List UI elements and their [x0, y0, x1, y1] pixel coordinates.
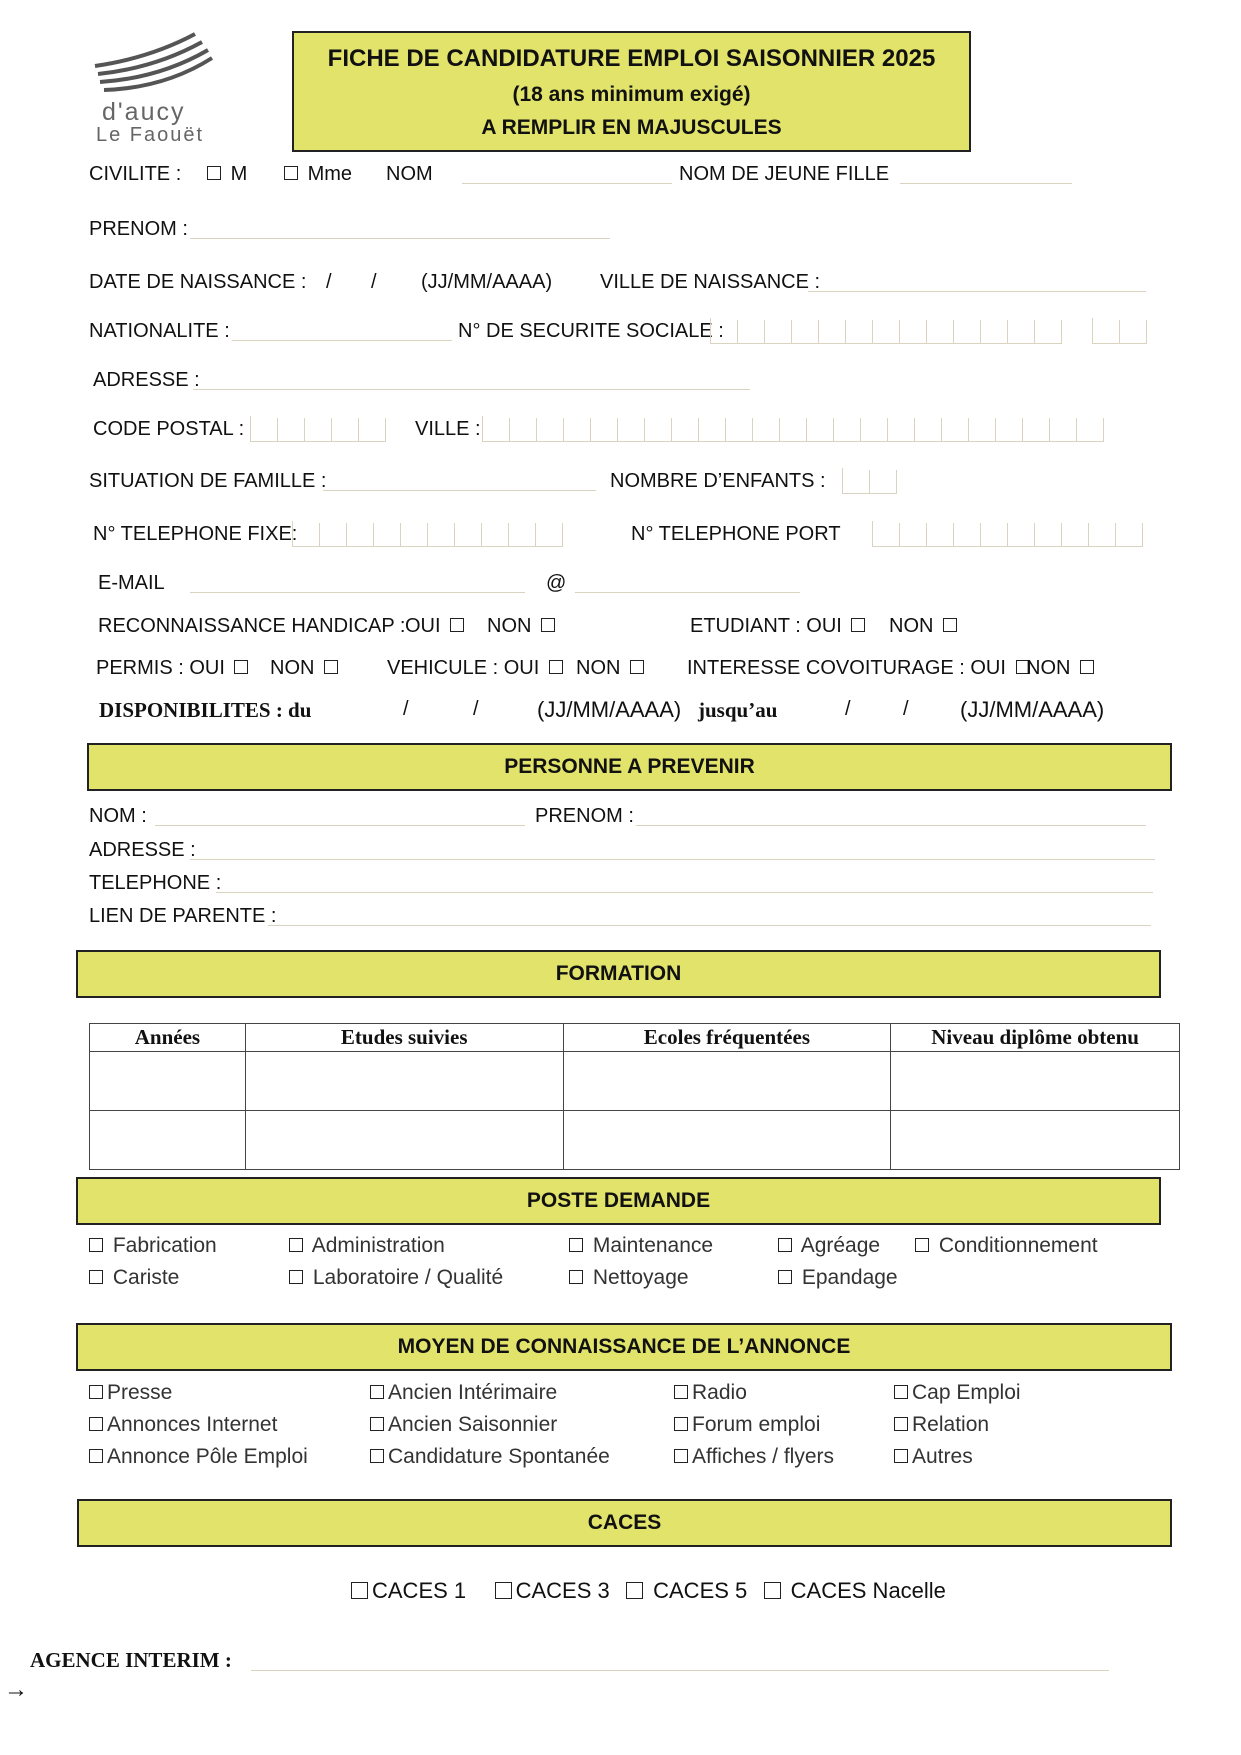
contact-nom-label: NOM : — [89, 805, 147, 827]
option-label: Epandage — [801, 1266, 898, 1289]
enfants-field[interactable] — [842, 468, 897, 494]
checkbox-icon[interactable] — [778, 1238, 792, 1252]
poste-option-agreage[interactable] — [774, 1234, 880, 1258]
tel-fixe-field[interactable] — [292, 521, 563, 547]
checkbox-icon[interactable] — [289, 1270, 303, 1284]
checkbox-icon[interactable] — [674, 1417, 688, 1431]
column-header-etudes: Etudes suivies — [245, 1024, 563, 1052]
option-label: Annonce Pôle Emploi — [107, 1445, 308, 1468]
poste-option-fabrication[interactable] — [85, 1234, 217, 1258]
checkbox-icon[interactable] — [674, 1449, 688, 1463]
column-header-annees: Années — [90, 1024, 246, 1052]
permis-oui-option[interactable] — [96, 657, 252, 680]
checkbox-icon[interactable] — [549, 660, 563, 674]
poste-option-cariste[interactable] — [85, 1266, 179, 1290]
form-subtitle-age: (18 ans minimum exigé) — [512, 83, 751, 106]
poste-option-conditionnement[interactable] — [911, 1234, 1098, 1258]
ville-naissance-field[interactable] — [808, 291, 1146, 292]
handicap-label: RECONNAISSANCE HANDICAP : — [98, 615, 406, 637]
option-label: Administration — [311, 1234, 445, 1257]
etudiant-non-label: NON — [889, 615, 934, 637]
agence-label: AGENCE INTERIM : — [30, 1648, 232, 1672]
date-slash-1: / — [326, 271, 332, 293]
checkbox-icon[interactable] — [89, 1238, 103, 1252]
table-row — [90, 1052, 1180, 1111]
tel-port-label: N° TELEPHONE PORT — [631, 523, 841, 545]
option-label: Nettoyage — [592, 1266, 689, 1289]
nationalite-label: NATIONALITE : — [89, 320, 230, 342]
email-user-field[interactable] — [190, 592, 525, 593]
dispo-to-slash-1: / — [845, 698, 851, 720]
column-header-ecoles: Ecoles fréquentées — [563, 1024, 891, 1052]
checkbox-icon[interactable] — [89, 1449, 103, 1463]
contact-prenom-label: PRENOM : — [535, 805, 634, 827]
contact-lien-label: LIEN DE PARENTE : — [89, 905, 277, 927]
option-label: CACES Nacelle — [790, 1578, 946, 1603]
contact-section-header: PERSONNE A PREVENIR — [87, 743, 1172, 791]
option-label: CACES 1 — [372, 1578, 467, 1603]
covoiturage-label: INTERESSE COVOITURAGE : OUI — [687, 657, 1006, 679]
poste-option-laboratoire[interactable] — [285, 1266, 503, 1290]
table-cell-input[interactable] — [891, 1052, 1180, 1111]
annonce-option-ancien-interimaire[interactable] — [366, 1381, 557, 1405]
poste-option-administration[interactable] — [285, 1234, 445, 1258]
option-label: Conditionnement — [938, 1234, 1098, 1257]
contact-prenom-field[interactable] — [636, 825, 1146, 826]
annonce-option-ancien-saisonnier[interactable] — [366, 1413, 557, 1437]
option-label: Annonces Internet — [107, 1413, 278, 1436]
table-cell-input[interactable] — [891, 1111, 1180, 1170]
annonce-option-spontanee[interactable] — [366, 1445, 610, 1469]
dispo-label: DISPONIBILITES : du — [99, 698, 312, 722]
vehicule-non-label: NON — [576, 657, 621, 679]
date-naissance-label: DATE DE NAISSANCE : — [89, 271, 307, 293]
covoiturage-non-option[interactable] — [1026, 657, 1098, 680]
date-format-hint: (JJ/MM/AAAA) — [421, 271, 553, 293]
agence-field[interactable] — [251, 1670, 1109, 1671]
nom-jeune-fille-label: NOM DE JEUNE FILLE — [679, 163, 890, 185]
table-cell-input[interactable] — [245, 1052, 563, 1111]
caces-options — [347, 1578, 946, 1604]
email-domain-field[interactable] — [575, 592, 800, 593]
checkbox-icon[interactable] — [541, 618, 555, 632]
tel-fixe-label: N° TELEPHONE FIXE: — [93, 523, 298, 545]
annonce-option-autres[interactable] — [890, 1445, 973, 1469]
checkbox-icon[interactable] — [324, 660, 338, 674]
civilite-m-option[interactable] — [203, 163, 247, 186]
ville-naissance-label: VILLE DE NAISSANCE : — [600, 271, 821, 293]
civilite-mme-label: Mme — [307, 163, 353, 185]
covoiturage-oui-option[interactable] — [687, 657, 1034, 680]
permis-non-label: NON — [270, 657, 315, 679]
dispo-from-format: (JJ/MM/AAAA) — [537, 697, 682, 722]
logo-place: Le Faouët — [96, 124, 205, 146]
situation-field[interactable] — [323, 490, 596, 491]
checkbox-icon[interactable] — [630, 660, 644, 674]
checkbox-icon[interactable] — [569, 1270, 583, 1284]
option-label: Agréage — [800, 1234, 881, 1257]
checkbox-icon[interactable] — [234, 660, 248, 674]
option-label: Candidature Spontanée — [388, 1445, 610, 1468]
option-label: Forum emploi — [692, 1413, 821, 1436]
option-label: Ancien Intérimaire — [388, 1381, 558, 1404]
option-label: Fabrication — [112, 1234, 217, 1257]
dispo-to-slash-2: / — [903, 698, 909, 720]
checkbox-icon[interactable] — [284, 166, 298, 180]
option-label: Cap Emploi — [912, 1381, 1021, 1404]
date-slash-2: / — [371, 271, 377, 293]
option-label: Radio — [692, 1381, 747, 1404]
table-cell-input[interactable] — [563, 1052, 891, 1111]
caces-option-3[interactable] — [491, 1578, 610, 1603]
handicap-oui-option[interactable] — [405, 615, 468, 638]
annonce-option-presse[interactable] — [85, 1381, 172, 1405]
option-label: CACES 5 — [653, 1578, 748, 1603]
option-label: Affiches / flyers — [692, 1445, 834, 1468]
handicap-oui-label: OUI — [405, 615, 441, 637]
table-cell-input[interactable] — [90, 1111, 246, 1170]
nom-field[interactable] — [462, 183, 672, 184]
checkbox-icon[interactable] — [626, 1582, 643, 1599]
enfants-label: NOMBRE D’ENFANTS : — [610, 470, 826, 492]
secu-label: N° DE SECURITE SOCIALE : — [458, 320, 724, 342]
option-label: CACES 3 — [515, 1578, 610, 1603]
annonce-section-header: MOYEN DE CONNAISSANCE DE L’ANNONCE — [76, 1323, 1172, 1371]
poste-option-maintenance[interactable] — [565, 1234, 713, 1258]
table-cell-input[interactable] — [90, 1052, 246, 1111]
logo-swoosh-icon — [90, 28, 220, 98]
table-header-row — [90, 1024, 1180, 1052]
etudiant-oui-option[interactable] — [690, 615, 869, 638]
dispo-from-slash-1: / — [403, 698, 409, 720]
checkbox-icon[interactable] — [495, 1582, 512, 1599]
checkbox-icon[interactable] — [89, 1417, 103, 1431]
contact-adresse-field[interactable] — [190, 859, 1155, 860]
situation-label: SITUATION DE FAMILLE : — [89, 470, 327, 492]
caces-option-5[interactable] — [622, 1578, 747, 1603]
form-title-box — [292, 31, 971, 152]
secu-field[interactable] — [710, 318, 1062, 344]
contact-telephone-label: TELEPHONE : — [89, 872, 222, 894]
checkbox-icon[interactable] — [851, 618, 865, 632]
prenom-label: PRENOM : — [89, 218, 188, 240]
vehicule-oui-option[interactable] — [387, 657, 567, 680]
etudiant-non-option[interactable] — [889, 615, 961, 638]
checkbox-icon[interactable] — [370, 1449, 384, 1463]
code-postal-field[interactable] — [250, 416, 386, 442]
option-label: Presse — [107, 1381, 173, 1404]
option-label: Autres — [912, 1445, 973, 1468]
checkbox-icon[interactable] — [894, 1417, 908, 1431]
annonce-option-relation[interactable] — [890, 1413, 989, 1437]
civilite-mme-option[interactable] — [280, 163, 352, 186]
adresse-field[interactable] — [193, 389, 750, 390]
checkbox-icon[interactable] — [894, 1449, 908, 1463]
checkbox-icon[interactable] — [289, 1238, 303, 1252]
adresse-label: ADRESSE : — [93, 369, 200, 391]
formation-table — [89, 1023, 1180, 1170]
checkbox-icon[interactable] — [89, 1385, 103, 1399]
caces-section-header: CACES — [77, 1499, 1172, 1547]
annonce-option-pole-emploi[interactable] — [85, 1445, 308, 1469]
poste-option-nettoyage[interactable] — [565, 1266, 689, 1290]
secu-key-field[interactable] — [1092, 318, 1147, 344]
annonce-option-radio[interactable] — [670, 1381, 747, 1405]
poste-option-epandage[interactable] — [774, 1266, 898, 1290]
checkbox-icon[interactable] — [351, 1582, 368, 1599]
checkbox-icon[interactable] — [207, 166, 221, 180]
annonce-option-cap-emploi[interactable] — [890, 1381, 1021, 1405]
tel-port-field[interactable] — [872, 521, 1143, 547]
caces-option-nacelle[interactable] — [760, 1578, 946, 1603]
annonce-option-internet[interactable] — [85, 1413, 277, 1437]
annonce-option-affiches[interactable] — [670, 1445, 834, 1469]
prenom-field[interactable] — [190, 238, 610, 239]
ville-label: VILLE : — [415, 418, 481, 440]
option-label: Ancien Saisonnier — [388, 1413, 558, 1436]
form-title: FICHE DE CANDIDATURE EMPLOI SAISONNIER 2025 — [327, 45, 936, 72]
covoiturage-non-label: NON — [1026, 657, 1071, 679]
nom-jeune-fille-field[interactable] — [900, 183, 1072, 184]
checkbox-icon[interactable] — [915, 1238, 929, 1252]
handicap-non-label: NON — [487, 615, 532, 637]
annonce-option-forum[interactable] — [670, 1413, 820, 1437]
checkbox-icon[interactable] — [450, 618, 464, 632]
contact-lien-field[interactable] — [268, 925, 1151, 926]
checkbox-icon[interactable] — [894, 1385, 908, 1399]
email-label: E-MAIL — [98, 572, 165, 594]
poste-section-header: POSTE DEMANDE — [76, 1177, 1161, 1225]
column-header-niveau: Niveau diplôme obtenu — [891, 1024, 1180, 1052]
checkbox-icon[interactable] — [778, 1270, 792, 1284]
option-label: Cariste — [112, 1266, 180, 1289]
code-postal-label: CODE POSTAL : — [93, 418, 245, 440]
checkbox-icon[interactable] — [674, 1385, 688, 1399]
checkbox-icon[interactable] — [943, 618, 957, 632]
contact-telephone-field[interactable] — [216, 892, 1153, 893]
checkbox-icon[interactable] — [370, 1417, 384, 1431]
table-cell-input[interactable] — [245, 1111, 563, 1170]
civilite-m-label: M — [230, 163, 248, 185]
contact-adresse-label: ADRESSE : — [89, 839, 196, 861]
dispo-to-format: (JJ/MM/AAAA) — [960, 697, 1105, 722]
vehicule-label: VEHICULE : OUI — [387, 657, 540, 679]
permis-non-option[interactable] — [270, 657, 342, 680]
form-subtitle-caps: A REMPLIR EN MAJUSCULES — [481, 116, 782, 139]
checkbox-icon[interactable] — [1080, 660, 1094, 674]
dispo-to-label: jusqu’au — [698, 698, 778, 722]
arrow-icon: → — [4, 1676, 28, 1703]
checkbox-icon[interactable] — [370, 1385, 384, 1399]
checkbox-icon[interactable] — [764, 1582, 781, 1599]
dispo-from-slash-2: / — [473, 698, 479, 720]
option-label: Relation — [912, 1413, 990, 1436]
logo — [90, 28, 220, 148]
civilite-label: CIVILITE : — [89, 163, 182, 185]
contact-nom-field[interactable] — [155, 825, 525, 826]
table-row — [90, 1111, 1180, 1170]
formation-section-header: FORMATION — [76, 950, 1161, 998]
option-label: Maintenance — [592, 1234, 714, 1257]
vehicule-non-option[interactable] — [576, 657, 648, 680]
table-cell-input[interactable] — [563, 1111, 891, 1170]
email-at-sign: @ — [546, 572, 567, 594]
permis-label: PERMIS : OUI — [96, 657, 225, 679]
nationalite-field[interactable] — [232, 340, 452, 341]
nom-label: NOM — [386, 163, 433, 185]
option-label: Laboratoire / Qualité — [312, 1266, 504, 1289]
etudiant-label: ETUDIANT : OUI — [690, 615, 842, 637]
checkbox-icon[interactable] — [89, 1270, 103, 1284]
caces-option-1[interactable] — [347, 1578, 466, 1603]
logo-name: d'aucy — [102, 98, 186, 126]
ville-field[interactable] — [482, 416, 1104, 442]
handicap-non-option[interactable] — [487, 615, 559, 638]
checkbox-icon[interactable] — [569, 1238, 583, 1252]
